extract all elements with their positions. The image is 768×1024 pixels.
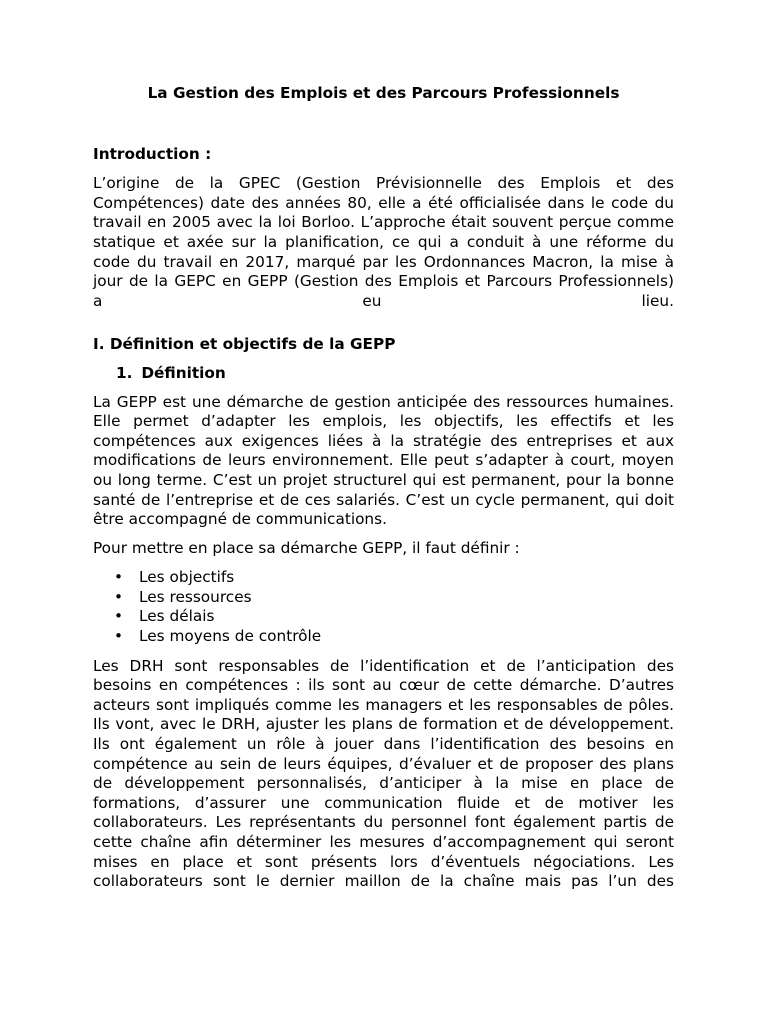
subsection-number: 1. (116, 363, 133, 382)
definition-paragraph (93, 393, 674, 530)
list-item (93, 607, 674, 627)
introduction-paragraph (93, 174, 674, 311)
paragraph-line: collaborateurs. Les représentants du personnel font également partis de (93, 813, 674, 832)
paragraph-line: compétences aux exigences liées à la stratégie des entreprises et aux (93, 431, 674, 450)
list-item (93, 588, 674, 608)
bullet-icon: • (114, 627, 124, 646)
paragraph-line: Ils ont également un rôle à jouer dans l’identification des besoins en (93, 735, 674, 754)
paragraph-line: acteurs sont impliqués comme les managers et les responsables de pôles. (93, 695, 674, 714)
paragraph-line: mises en place et sont présents lors d’éventuels négociations. Les (93, 852, 674, 871)
bullet-icon: • (114, 587, 124, 606)
paragraph-line: de développement personnalisés, d’anticiper à la mise en place de (93, 774, 674, 793)
paragraph-line: besoins en compétences : ils sont au cœur de cette démarche. D’autres (93, 676, 674, 695)
paragraph-line: jour de la GEPC en GEPP (Gestion des Emplois et Parcours Professionnels) (93, 272, 674, 291)
paragraph-line: Ils vont, avec le DRH, ajuster les plans de formation et de développement. (93, 715, 674, 734)
paragraph-line: La GEPP est une démarche de gestion anticipée des ressources humaines. (93, 392, 674, 411)
lead-sentence: Pour mettre en place sa démarche GEPP, il faut définir : (93, 538, 520, 557)
document-title: La Gestion des Emplois et des Parcours Professionnels (147, 84, 620, 102)
paragraph-line: cette chaîne afin déterminer les mesures d’accompagnement qui seront (93, 833, 674, 851)
paragraph-line: Elle permet d’adapter les emplois, les objectifs, les effectifs et les (93, 412, 674, 431)
paragraph-line: code du travail en 2017, marqué par les Ordonnances Macron, la mise à (93, 252, 674, 271)
list-item-text: Les délais (139, 607, 215, 626)
paragraph-line: Les DRH sont responsables de l’identification et de l’anticipation des (93, 656, 674, 675)
list-item-text: Les ressources (139, 587, 252, 606)
paragraph-line: modifications de leurs environnement. Elle peut s’adapter à court, moyen (93, 451, 674, 470)
paragraph-line: Compétences) date des années 80, elle a été officialisée dans le code du (93, 193, 674, 212)
drh-paragraph (93, 657, 674, 892)
paragraph-line: être accompagné de communications. (93, 510, 387, 529)
paragraph-line: statique et axée sur la planification, ce qui a conduit à une réforme du (93, 232, 674, 251)
paragraph-line: a eu lieu. (93, 291, 674, 310)
bullet-list (93, 568, 674, 646)
list-item (93, 568, 674, 588)
paragraph-line: compétence au sein de leurs équipes, d’évaluer et de proposer des plans (93, 754, 674, 773)
subsection-label: Définition (141, 363, 226, 382)
bullet-icon: • (114, 607, 124, 626)
paragraph-line: formations, d’assurer une communication fluide et de motiver les (93, 793, 674, 812)
introduction-heading: Introduction : (93, 144, 212, 163)
paragraph-line: travail en 2005 avec la loi Borloo. L’approche était souvent perçue comme (93, 213, 674, 232)
bullet-icon: • (114, 568, 124, 587)
paragraph-line: santé de l’entreprise et de ces salariés. C’est un cycle permanent, qui doit (93, 490, 674, 509)
list-item-text: Les objectifs (139, 568, 235, 587)
section-heading: I. Définition et objectifs de la GEPP (93, 335, 396, 354)
paragraph-line: ou long terme. C’est un projet structurel qui est permanent, pour la bonne (93, 470, 674, 489)
paragraph-line: collaborateurs sont le dernier maillon de la chaîne mais pas l’un des (93, 872, 674, 891)
list-item-text: Les moyens de contrôle (139, 627, 322, 646)
paragraph-line: L’origine de la GPEC (Gestion Prévisionnelle des Emplois et des (93, 174, 674, 193)
subsection-heading (116, 364, 674, 384)
list-item (93, 627, 674, 647)
document-page (93, 84, 674, 892)
